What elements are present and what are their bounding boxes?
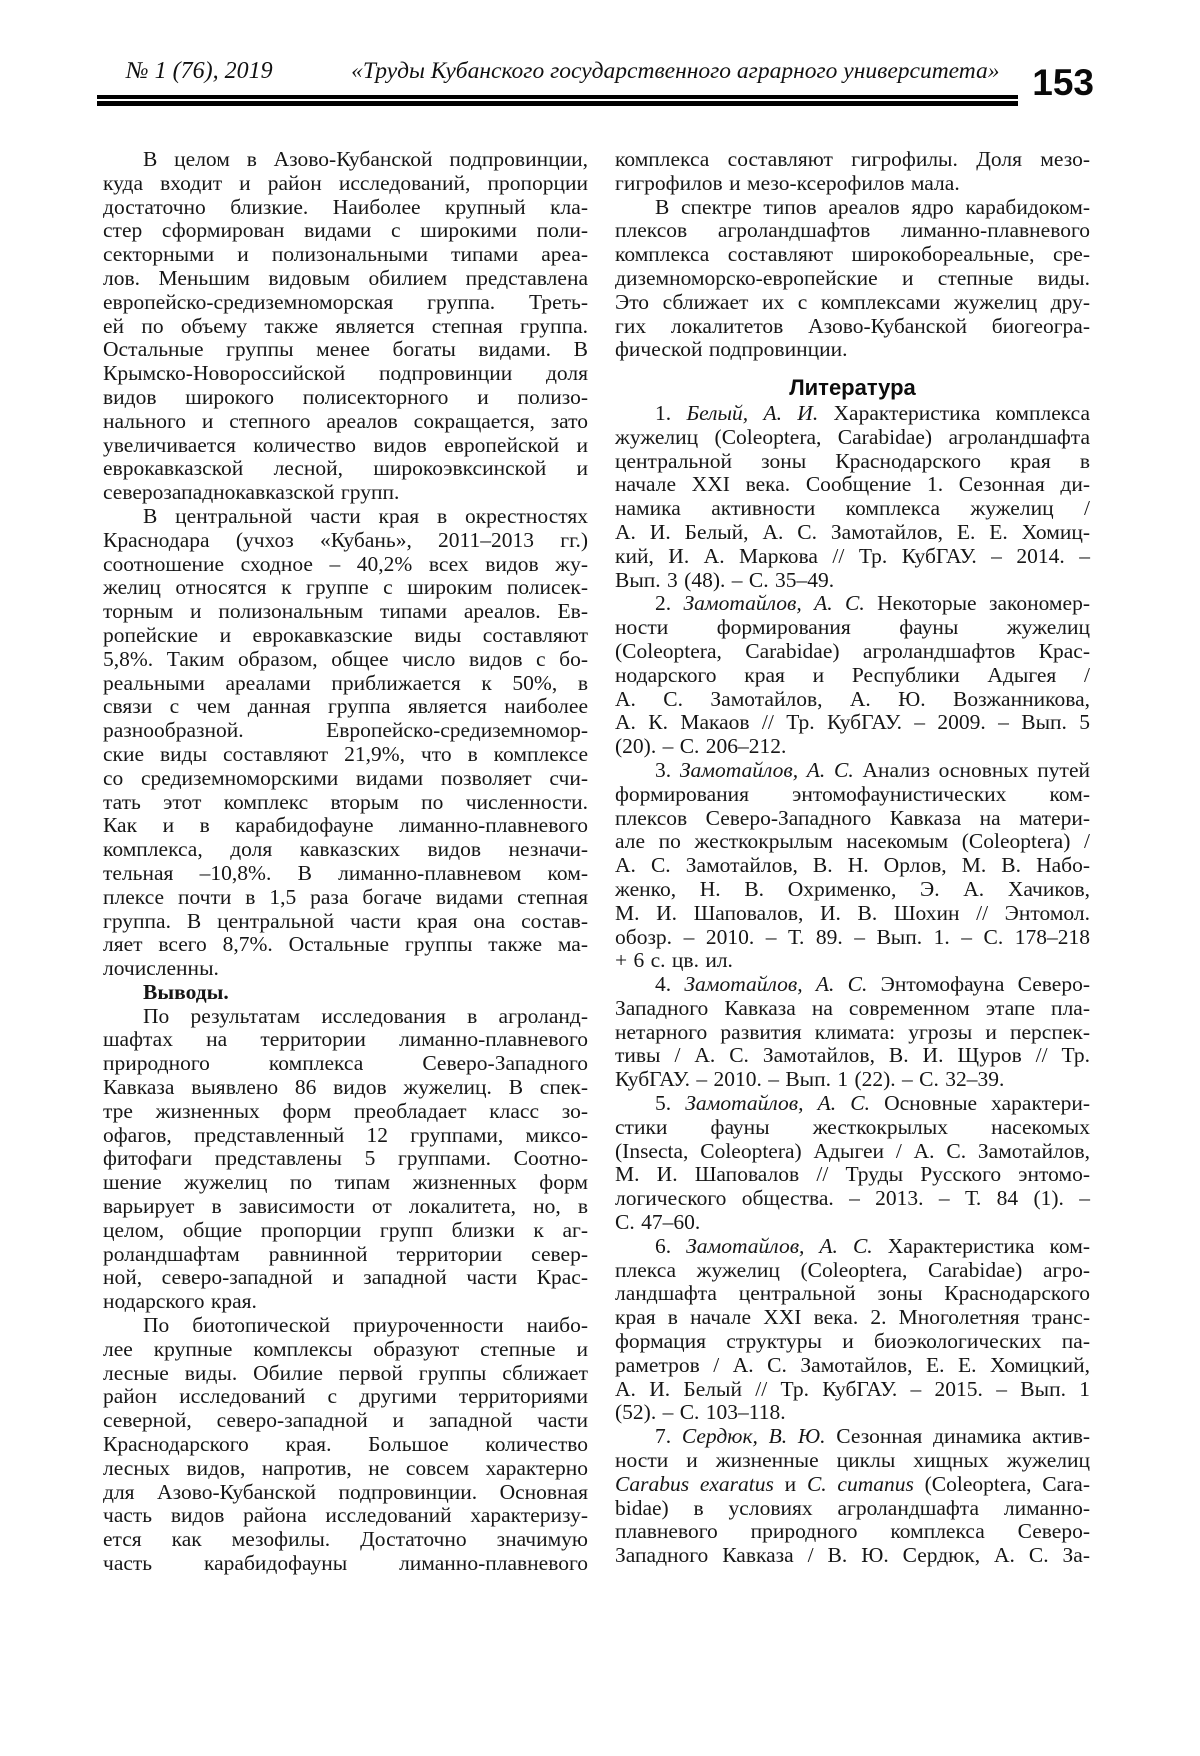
text-line: шение жужелиц по типам жизненных форм bbox=[103, 1170, 588, 1195]
text-segment: (Coleoptera, Cara- bbox=[913, 1471, 1090, 1496]
text-segment: Характеристика комплекса bbox=[818, 400, 1090, 425]
page-header bbox=[97, 58, 1094, 108]
text-segment: 6. bbox=[655, 1233, 687, 1258]
text-line: гигрофилов и мезо-ксерофилов мала. bbox=[615, 170, 960, 195]
text-line: В центральной части края в окрестностях bbox=[143, 503, 588, 528]
text-line: плексов Северо-Западного Кавказа на матери- bbox=[615, 805, 1090, 830]
text-line: фической подпровинции. bbox=[615, 337, 848, 362]
text-line bbox=[615, 1425, 1090, 1449]
text-line: А. С. Замотайлов, А. Ю. Возжанникова, bbox=[615, 686, 1090, 711]
text-line: А. К. Макаов // Тр. КубГАУ. – 2009. – Вып. 5 bbox=[615, 710, 1090, 735]
journal-title: «Труды Кубанского государственного аграрного университета» bbox=[351, 58, 1000, 84]
text-line: нодарского края. bbox=[103, 1289, 257, 1314]
paragraph bbox=[615, 1235, 1090, 1425]
text-line: раметров / А. С. Замотайлов, Е. Е. Хомицкий, bbox=[615, 1352, 1090, 1377]
text-segment: Сезонная динамика актив- bbox=[825, 1424, 1091, 1449]
text-line bbox=[615, 592, 1090, 616]
text-line: С. 47–60. bbox=[615, 1210, 701, 1235]
text-line: часть видов района исследований характеризу- bbox=[103, 1503, 588, 1528]
text-line: (52). – С. 103–118. bbox=[615, 1400, 786, 1425]
text-line: целом, общие пропорции групп близки к аг- bbox=[103, 1217, 588, 1242]
text-line: природного комплекса Северо-Западного bbox=[103, 1051, 588, 1076]
text-line: ной, северо-западной и западной части Крас- bbox=[103, 1265, 588, 1290]
text-line: bidae) в условиях агроландшафта лиманно- bbox=[615, 1495, 1090, 1520]
text-line: формирования энтомофаунистических ком- bbox=[615, 781, 1090, 806]
paragraph bbox=[615, 148, 1090, 196]
italic-text: Замотайлов, А. С. bbox=[679, 757, 854, 782]
text-line: для Азово-Кубанской подпровинции. Основная bbox=[103, 1479, 588, 1504]
paragraph bbox=[103, 1314, 588, 1576]
text-line bbox=[615, 402, 1090, 426]
text-line: достаточно близкие. Наиболее крупный кла- bbox=[103, 194, 588, 219]
text-line: гих локалитетов Азово-Кубанской биогеогра- bbox=[615, 313, 1090, 338]
article-body bbox=[103, 148, 1090, 1576]
text-segment: и bbox=[773, 1471, 807, 1496]
text-line: ности и жизненные циклы хищных жужелиц bbox=[615, 1448, 1090, 1473]
text-line bbox=[615, 1473, 1090, 1497]
text-line: комплекса составляют гигрофилы. Доля мезо- bbox=[615, 147, 1090, 171]
text-line bbox=[615, 1092, 1090, 1116]
text-line: северозападнокавказской групп. bbox=[103, 480, 400, 505]
text-line: реальными ареалами приближается к 50%, в bbox=[103, 670, 588, 695]
issue-number: № 1 (76), 2019 bbox=[126, 58, 273, 84]
text-segment: 4. bbox=[655, 972, 685, 997]
header-rule-zone bbox=[97, 58, 1018, 106]
paragraph bbox=[615, 973, 1090, 1092]
text-line: район исследований с другими территориями bbox=[103, 1384, 588, 1409]
text-line: желиц относятся к группе с широким полисек- bbox=[103, 575, 588, 600]
text-segment: 7. bbox=[655, 1424, 682, 1449]
left-column bbox=[103, 148, 588, 1576]
text-segment: 5. bbox=[655, 1091, 686, 1116]
text-line: плексе почти в 1,5 раза богаче видами степная bbox=[103, 884, 588, 909]
text-line: часть карабидофауны лиманно-плавневого bbox=[103, 1551, 588, 1576]
italic-text: Белый, А. И. bbox=[686, 400, 819, 425]
text-line: тре жизненных форм преобладает класс зо- bbox=[103, 1098, 588, 1123]
header-double-rule bbox=[97, 95, 1018, 106]
text-segment: 1. bbox=[655, 400, 687, 425]
text-line: края в начале XXI века. 2. Многолетняя транс- bbox=[615, 1305, 1090, 1330]
text-line: плекса жужелиц (Coleoptera, Carabidae) агро- bbox=[615, 1257, 1090, 1282]
text-line: нодарского края и Республики Адыгея / bbox=[615, 662, 1090, 687]
text-line: А. И. Белый // Тр. КубГАУ. – 2015. – Вып. 1 bbox=[615, 1376, 1090, 1401]
text-line: жужелиц (Coleoptera, Carabidae) агроландшафта bbox=[615, 424, 1090, 449]
text-line: нального и степного ареалов сокращается, зато bbox=[103, 408, 588, 433]
italic-text: Carabus exaratus bbox=[615, 1471, 774, 1496]
italic-text: Замотайлов, А. С. bbox=[684, 972, 868, 997]
text-line: стики фауны жесткокрылых насекомых bbox=[615, 1114, 1090, 1139]
text-line: (Insecta, Coleoptera) Адыгеи / А. С. Замотайлов, bbox=[615, 1138, 1090, 1163]
text-line: В целом в Азово-Кубанской подпровинции, bbox=[143, 147, 588, 171]
text-line: 5,8%. Таким образом, общее число видов с бо- bbox=[103, 646, 588, 671]
italic-text: Замотайлов, А. С. bbox=[683, 591, 865, 616]
text-line: По биотопической приуроченности наибо- bbox=[143, 1313, 588, 1338]
italic-text: Замотайлов, А. С. bbox=[686, 1233, 873, 1258]
text-line: со средиземноморскими видами позволяет счи- bbox=[103, 765, 588, 790]
italic-text: C. cumanus bbox=[806, 1471, 914, 1496]
text-line: але по жесткокрылым насекомым (Coleoptera) / bbox=[615, 829, 1090, 854]
text-line: формация структуры и биоэкологических па- bbox=[615, 1329, 1090, 1354]
text-line bbox=[615, 759, 1090, 783]
text-line: тать этот комплекс вторым по численности. bbox=[103, 789, 588, 814]
header-row bbox=[97, 58, 1018, 95]
text-line: обозр. – 2010. – Т. 89. – Вып. 1. – С. 178–218 bbox=[615, 924, 1090, 949]
text-line: лесных видов, напротив, не совсем характерно bbox=[103, 1455, 588, 1480]
text-line: соотношение сходное – 40,2% всех видов жу- bbox=[103, 551, 588, 576]
text-segment: 2. bbox=[655, 591, 684, 616]
text-line: ляет всего 8,7%. Остальные группы также ма- bbox=[103, 932, 588, 957]
paragraph bbox=[615, 1092, 1090, 1235]
text-line: шафтах на территории лиманно-плавневого bbox=[103, 1027, 588, 1052]
text-line: фитофаги представлены 5 группами. Соотно- bbox=[103, 1146, 588, 1171]
text-segment: Некоторые закономер- bbox=[864, 591, 1090, 616]
text-line: Краснодара (учхоз «Кубань», 2011–2013 гг.) bbox=[103, 527, 588, 552]
text-line: лов. Меньшим видовым обилием представлена bbox=[103, 265, 588, 290]
text-line: Западного Кавказа на современном этапе пла- bbox=[615, 995, 1090, 1020]
text-line: лесные виды. Обилие первой группы сближает bbox=[103, 1360, 588, 1385]
text-line: группа. В центральной части края она состав- bbox=[103, 908, 588, 933]
text-line: Как и в карабидофауне лиманно-плавневого bbox=[103, 813, 588, 838]
right-column bbox=[615, 148, 1090, 1576]
text-line: ропейские и еврокавказские виды составляют bbox=[103, 622, 588, 647]
text-segment: Характеристика ком- bbox=[872, 1233, 1090, 1258]
text-segment: Анализ основных путей bbox=[853, 757, 1090, 782]
text-line: нетарного развития климата: угрозы и перспек- bbox=[615, 1019, 1090, 1044]
text-line: видов широкого полисекторного и полизо- bbox=[103, 384, 588, 409]
text-line bbox=[615, 1235, 1090, 1259]
references-heading: Литература bbox=[789, 375, 916, 401]
text-line: плавневого природного комплекса Северо- bbox=[615, 1519, 1090, 1544]
text-line: плексов агроландшафтов лиманно-плавневого bbox=[615, 218, 1090, 243]
text-line: северной, северо-западной и западной части bbox=[103, 1408, 588, 1433]
text-line: Крымско-Новороссийской подпровинции доля bbox=[103, 361, 588, 386]
text-line: КубГАУ. – 2010. – Вып. 1 (22). – С. 32–39. bbox=[615, 1067, 1005, 1092]
text-line: ется как мезофилы. Достаточно значимую bbox=[103, 1527, 588, 1552]
text-line: торным и полизональным типами ареалов. Ев- bbox=[103, 599, 588, 624]
text-line: В спектре типов ареалов ядро карабидоком- bbox=[655, 194, 1090, 219]
text-line: + 6 с. цв. ил. bbox=[615, 948, 733, 973]
text-line: комплекса составляют широкобореальные, сре- bbox=[615, 242, 1090, 267]
text-line: Краснодарского края. Большое количество bbox=[103, 1432, 588, 1457]
text-line: связи с чем данная группа является наиболее bbox=[103, 694, 588, 719]
text-line: Остальные группы менее богаты видами. В bbox=[103, 337, 588, 362]
paragraph bbox=[103, 505, 588, 981]
page-number: 153 bbox=[1032, 62, 1094, 103]
text-line: Это сближает их с комплексами жужелиц дру- bbox=[615, 289, 1090, 314]
text-segment: Основные характери- bbox=[869, 1091, 1090, 1116]
text-line: увеличивается количество видов европейской и bbox=[103, 432, 588, 457]
paragraph bbox=[103, 148, 588, 505]
text-line: женко, Н. В. Охрименко, Э. А. Хачиков, bbox=[615, 876, 1090, 901]
text-line: тивы / А. С. Замотайлов, В. И. Щуров // Тр. bbox=[615, 1043, 1090, 1068]
text-line: ности формирования фауны жужелиц bbox=[615, 615, 1090, 640]
conclusions-heading: Выводы. bbox=[143, 979, 229, 1004]
text-line: стер сформирован видами с широкими поли- bbox=[103, 218, 588, 243]
text-line: М. И. Шаповалов, И. В. Шохин // Энтомол. bbox=[615, 900, 1090, 925]
text-line: куда входит и район исследований, пропорции bbox=[103, 170, 588, 195]
text-line: По результатам исследования в агроланд- bbox=[143, 1003, 588, 1028]
text-line: (20). – С. 206–212. bbox=[615, 734, 787, 759]
text-line: Кавказа выявлено 86 видов жужелиц. В спек- bbox=[103, 1075, 588, 1100]
text-line: начале XXI века. Сообщение 1. Сезонная ди- bbox=[615, 472, 1090, 497]
italic-text: Замотайлов, А. С. bbox=[685, 1091, 870, 1116]
text-line: кий, И. А. Маркова // Тр. КубГАУ. – 2014. – bbox=[615, 543, 1090, 568]
text-line: центральной зоны Краснодарского края в bbox=[615, 448, 1090, 473]
text-line: еврокавказской лесной, широкоэвксинской и bbox=[103, 456, 588, 481]
text-line bbox=[615, 973, 1090, 997]
text-line: Вып. 3 (48). – С. 35–49. bbox=[615, 567, 835, 592]
text-line: варьирует в зависимости от локалитета, но, в bbox=[103, 1194, 588, 1219]
text-line: роландшафтам равнинной территории север- bbox=[103, 1241, 588, 1266]
text-line: А. С. Замотайлов, В. Н. Орлов, М. В. Набо- bbox=[615, 853, 1090, 878]
paragraph bbox=[103, 1005, 588, 1314]
text-line: ландшафта центральной зоны Краснодарского bbox=[615, 1281, 1090, 1306]
text-segment: Энтомофауна Северо- bbox=[867, 972, 1090, 997]
paragraph bbox=[615, 402, 1090, 592]
paragraph bbox=[615, 759, 1090, 973]
text-line: лочисленны. bbox=[103, 956, 219, 981]
text-line: офагов, представленный 12 группами, миксо- bbox=[103, 1122, 588, 1147]
text-line: разнообразной. Европейско-средиземномор- bbox=[103, 718, 588, 743]
text-line: комплекса, доля кавказских видов незначи- bbox=[103, 837, 588, 862]
text-line: намика активности комплекса жужелиц / bbox=[615, 496, 1090, 521]
text-line: Западного Кавказа / В. Ю. Сердюк, А. С. За- bbox=[615, 1543, 1090, 1568]
text-line: ские виды составляют 21,9%, что в комплексе bbox=[103, 741, 588, 766]
text-line: лее крупные комплексы образуют степные и bbox=[103, 1336, 588, 1361]
text-segment: 3. bbox=[655, 757, 680, 782]
paragraph bbox=[615, 592, 1090, 759]
paragraph bbox=[615, 196, 1090, 363]
text-line: тельная –10,8%. В лиманно-плавневом ком- bbox=[103, 860, 588, 885]
text-line: секторными и полизональными типами ареа- bbox=[103, 242, 588, 267]
text-line: М. И. Шаповалов // Труды Русского энтомо- bbox=[615, 1162, 1090, 1187]
text-line: (Coleoptera, Carabidae) агроландшафтов Крас- bbox=[615, 638, 1090, 663]
text-line: логического общества. – 2013. – Т. 84 (1). – bbox=[615, 1186, 1090, 1211]
italic-text: Сердюк, В. Ю. bbox=[681, 1424, 826, 1449]
text-line: А. И. Белый, А. С. Замотайлов, Е. Е. Хомиц- bbox=[615, 519, 1090, 544]
paragraph bbox=[615, 1425, 1090, 1568]
text-line: ей по объему также является степная группа. bbox=[103, 313, 588, 338]
text-line: европейско-средиземноморская группа. Треть- bbox=[103, 289, 588, 314]
text-line: диземноморско-европейские и степные виды. bbox=[615, 265, 1090, 290]
